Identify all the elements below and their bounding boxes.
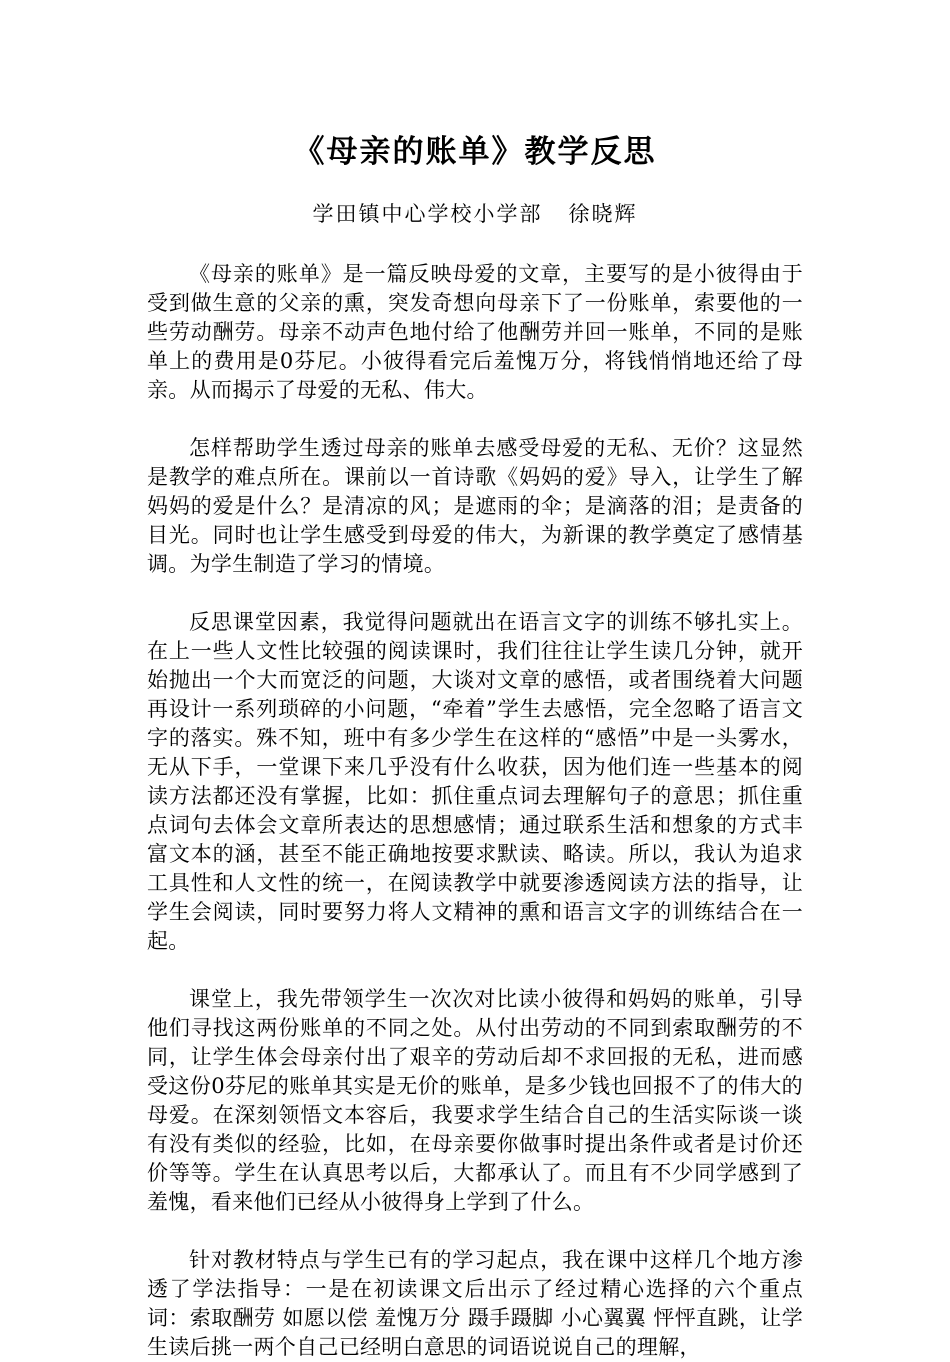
paragraph-4: 课堂上，我先带领学生一次次对比读小彼得和妈妈的账单，引导他们寻找这两份账单的不同之处。从付出劳动的不同到索取酬劳的不同，让学生体会母亲付出了艰辛的劳动后却不求回报的无私，进而感受这份0芬尼的账单其实是无价的账单，是多少钱也回报不了的伟大的母爱。在深刻领悟文本容后，我要求学生结合自己的生活实际谈一谈有没有类似的经验，比如，在母亲要你做事时提出条件或者是讨价还价等等。学生在认真思考以后，大都承认了。而且有不少同学感到了羞愧，看来他们已经从小彼得身上学到了什么。 [147, 987, 803, 1214]
paragraph-3: 反思课堂因素，我觉得问题就出在语言文字的训练不够扎实上。在上一些人文性比较强的阅读课时，我们往往让学生读几分钟，就开始抛出一个大而宽泛的问题，大谈对文章的感悟，或者围绕着大问题再设计一系列琐碎的小问题，“牵着”学生去感悟，完全忽略了语言文字的落实。殊不知，班中有多少学生在这样的“感悟”中是一头雾水，无从下手，一堂课下来几乎没有什么收获，因为他们连一些基本的阅读方法都还没有掌握，比如：抓住重点词去理解句子的意思；抓住重点词句去体会文章所表达的思想感情；通过联系生活和想象的方式丰富文本的涵，甚至不能正确地按要求默读、略读。所以，我认为追求工具性和人文性的统一，在阅读教学中就要渗透阅读方法的指导，让学生会阅读，同时要努力将人文精神的熏和语言文字的训练结合在一起。 [147, 610, 803, 953]
author-line: 学田镇中心学校小学部 徐晓辉 [312, 202, 638, 226]
paragraph-2: 怎样帮助学生透过母亲的账单去感受母爱的无私、无价？这显然是教学的难点所在。课前以一首诗歌《妈妈的爱》导入，让学生了解妈妈的爱是什么？是清凉的风；是遮雨的伞；是滴落的泪；是责备的目光。同时也让学生感受到母爱的伟大，为新课的教学奠定了感情基调。为学生制造了学习的情境。 [147, 436, 803, 576]
paragraph-1: 《母亲的账单》是一篇反映母爱的文章，主要写的是小彼得由于受到做生意的父亲的熏，突发奇想向母亲下了一份账单，索要他的一些劳动酬劳。母亲不动声色地付给了他酬劳并回一账单，不同的是账单上的费用是0芬尼。小彼得看完后羞愧万分，将钱悄悄地还给了母亲。从而揭示了母爱的无私、伟大。 [147, 262, 803, 402]
document-page [147, 118, 803, 1362]
document-title: 《母亲的账单》教学反思 [293, 134, 657, 170]
paragraph-5: 针对教材特点与学生已有的学习起点，我在课中这样几个地方渗透了学法指导：一是在初读课文后出示了经过精心选择的六个重点词：索取酬劳 如愿以偿 羞愧万分 蹑手蹑脚 小心翼翼 怦怦直跳，让学生读后挑一两个自己已经明白意思的词语说说自己的理解， [147, 1248, 803, 1359]
